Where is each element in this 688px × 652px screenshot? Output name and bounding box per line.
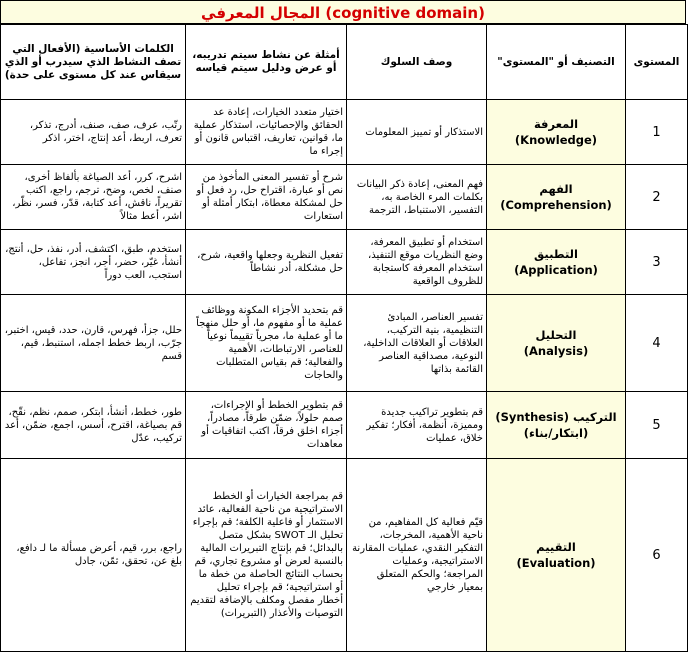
classification-cell [487, 100, 626, 165]
examples-cell: قم بمراجعة الخيارات أو الخطط الاستراتيجية من ناحية الفعالية، عائد الاستثمار أو فاعلية الكلفة؛ قم بإجراء تحليل الـ SWOT بشكل متصل بالبدائل؛ قم بإنتاج التبريرات المالية بالنسبة لعرض أو مشروع تجاري، قم بحساب النتائج الحاصلة من خطة ما أو استراتيجية؛ قم بإجراء تحليل أخطار مفصل ومكلف بالإضافة لتقديم التوصيات والأعذار (التبريرات) [186, 459, 347, 652]
examples-cell: تفعيل النظرية وجعلها واقعية، شرح، حل مشكلة، أدر نشاطاً [186, 230, 347, 295]
classification-cell [487, 459, 626, 652]
examples-cell: قم بتحديد الأجزاء المكونة ووظائف عملية ما أو مفهوم ما، أو حلل منهجاً ما أو عملية ما، مجرياً تقييماً نوعياً للعناصر، الارتباطات، الأهمية والفعالية؛ قم بقياس المتطلبات والحاجات [186, 295, 347, 392]
behavior-cell: قيّم فعالية كل المفاهيم، من ناحية الأهمية، المخرجات، التفكير النقدي، عمليات المقارنة الاستراتيجية، وعمليات المراجعة؛ والحكم المتعلق بمعيار خارجي [347, 459, 487, 652]
keywords-cell: استخدم، طبق، اكتشف، أدر، نفذ، حل، أنتج، أنشأ، غيّر، حضر، أجر، انجز، تفاعل، استجب، العب دوراً [1, 230, 186, 295]
level-cell: 1 [626, 100, 688, 165]
classification-name-ar: التطبيق [534, 247, 578, 261]
header-examples: أمثلة عن نشاط سيتم تدريبه، أو عرض ودليل سيتم قياسه [186, 25, 347, 100]
page-title: المجال المعرفي (cognitive domain) [0, 0, 686, 24]
classification-name-en: (Evaluation) [516, 556, 596, 570]
keywords-cell: حلل، جزأ، فهرس، قارن، حدد، قيس، اختبر، جرّب، اربط خطط اجمله، استنبط، قيم، قسم [1, 295, 186, 392]
level-cell: 4 [626, 295, 688, 392]
classification-cell [487, 392, 626, 459]
examples-cell: شرح أو تفسير المعنى المأخوذ من نص أو عبارة، اقتراح حل، رد فعل أو حل لمشكلة معطاة، ابتكار أمثلة أو استعارات [186, 165, 347, 230]
table-row [1, 165, 688, 230]
behavior-cell: فهم المعنى، إعادة ذكر البيانات بكلمات المرء الخاصة به، التفسير، الاستنباط، الترجمة [347, 165, 487, 230]
keywords-cell: اشرح، كرر، أعد الصياغة بألفاظ أخرى، صنف، لخص، وضح، ترجم، راجع، اكتب تقريراً، ناقش، أعد كتابة، قدّر، فسر، نظّر، اشر، أعط مثالاً [1, 165, 186, 230]
classification-name-en: (Analysis) [523, 344, 589, 358]
table-row [1, 230, 688, 295]
header-keywords: الكلمات الأساسية (الأفعال التي تصف النشاط الذي سيدرب أو الذي سيقاس عند كل مستوى على حدة) [1, 25, 186, 100]
classification-name-en: (Knowledge) [514, 133, 598, 147]
level-cell: 5 [626, 392, 688, 459]
behavior-cell: الاستذكار أو تمييز المعلومات [347, 100, 487, 165]
table-row [1, 459, 688, 652]
classification-cell [487, 230, 626, 295]
behavior-cell: استخدام أو تطبيق المعرفة، وضع النظريات موقع التنفيذ، استخدام المعرفة كاستجابة للظروف الواقعية [347, 230, 487, 295]
level-cell: 3 [626, 230, 688, 295]
classification-name-ar: الفهم [539, 182, 573, 196]
level-cell: 2 [626, 165, 688, 230]
header-behavior: وصف السلوك [347, 25, 487, 100]
table-row [1, 295, 688, 392]
cognitive-domain-table [0, 24, 688, 652]
behavior-cell: قم بتطوير تراكيب جديدة ومميزة، أنظمة، أفكار؛ تفكير خلاق، عمليات [347, 392, 487, 459]
level-cell: 6 [626, 459, 688, 652]
classification-name-en: (ابتكار/بناء) [523, 426, 589, 440]
keywords-cell: طور، خطط، أنشأ، ابتكر، صمم، نظم، نقّح، قم بصياغة، اقترح، أسس، اجمع، ضمّن، أعد تركيب، عدّل [1, 392, 186, 459]
examples-cell: قم بتطوير الخطط أو الإجراءات، صمم حلولاً، ضمّن طرقاً، مصادراً، أجزاء اخلق فرقاً، اكتب اتفاقيات أو معاهدات [186, 392, 347, 459]
classification-cell [487, 295, 626, 392]
classification-name-ar: المعرفة [533, 117, 579, 131]
keywords-cell: راجع، برر، قيم، أعرض مسألة ما لـ دافع، بلغ عن، تحقق، ثمّن، جادل [1, 459, 186, 652]
classification-name-en: (Application) [514, 263, 598, 277]
classification-cell [487, 165, 626, 230]
classification-name-ar: التحليل [535, 328, 577, 342]
classification-name-en: (Comprehension) [500, 198, 612, 212]
examples-cell: اختيار متعدد الخيارات، إعادة عد الحقائق والإحصائيات، استذكار عملية ما، قوانين، تعاريف، اقتباس قانون أو إجراء ما [186, 100, 347, 165]
header-classification: التصنيف أو "المستوى" [487, 25, 626, 100]
table-header-row [1, 25, 688, 100]
header-level: المستوى [626, 25, 688, 100]
table-row [1, 100, 688, 165]
behavior-cell: تفسير العناصر، المبادئ التنظيمية، بنية التركيب، العلاقات أو العلاقات الداخلية، النوعية، مصداقية العناصر القائمة بذاتها [347, 295, 487, 392]
classification-name-ar: التقييم [536, 540, 576, 554]
table-row [1, 392, 688, 459]
classification-name-ar: التركيب (Synthesis) [495, 410, 617, 424]
keywords-cell: رتّب، عرف، صف، صنف، أدرج، تذكر، تعرف، اربط، أعد إنتاج، اختر، اذكر [1, 100, 186, 165]
